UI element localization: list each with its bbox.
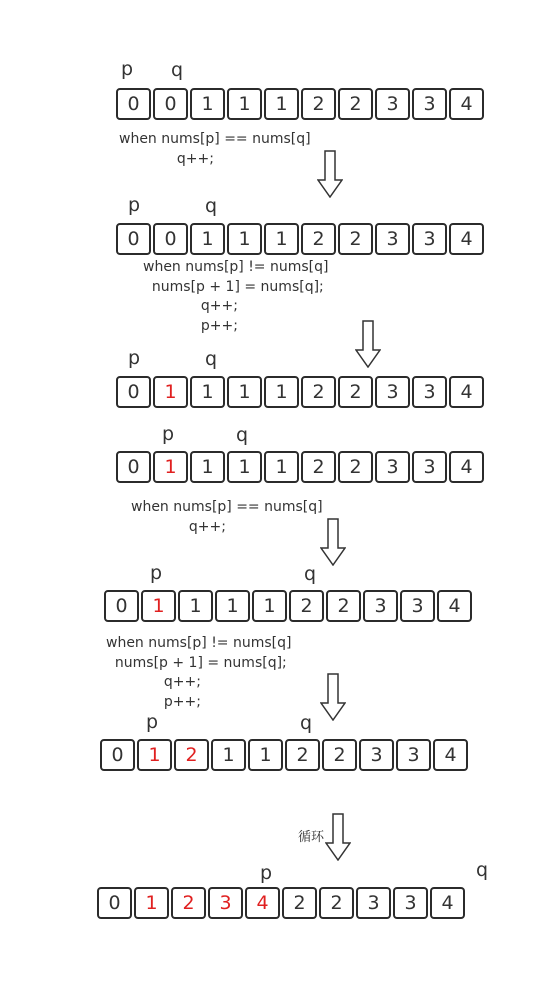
array-cell: 1 bbox=[264, 88, 299, 120]
array-cell: 4 bbox=[449, 376, 484, 408]
array-cell: 2 bbox=[174, 739, 209, 771]
array-cell: 0 bbox=[116, 223, 151, 255]
array-cell: 1 bbox=[211, 739, 246, 771]
array-cell: 1 bbox=[190, 451, 225, 483]
loop-label: 循环 bbox=[298, 830, 325, 845]
pointer-q: q bbox=[300, 712, 313, 734]
array-cell: 1 bbox=[227, 223, 262, 255]
array-cell: 3 bbox=[356, 887, 391, 919]
array-cell: 2 bbox=[338, 88, 373, 120]
array-cell: 4 bbox=[449, 223, 484, 255]
array-cell: 3 bbox=[412, 223, 447, 255]
array-cell: 3 bbox=[363, 590, 398, 622]
array-row bbox=[116, 451, 486, 483]
array-cell: 3 bbox=[375, 88, 410, 120]
array-cell: 2 bbox=[285, 739, 320, 771]
note: when nums[p] == nums[q] q++; bbox=[119, 131, 311, 167]
array-cell: 0 bbox=[97, 887, 132, 919]
note: when nums[p] != nums[q] nums[p + 1] = nums[q]; q++; p++; bbox=[106, 635, 292, 710]
array-cell: 2 bbox=[338, 376, 373, 408]
pointer-p: p bbox=[128, 347, 141, 369]
array-cell: 3 bbox=[208, 887, 243, 919]
array-row bbox=[104, 590, 474, 622]
pointer-p: p bbox=[146, 711, 159, 733]
array-cell: 2 bbox=[301, 451, 336, 483]
array-cell: 1 bbox=[252, 590, 287, 622]
array-cell: 2 bbox=[301, 376, 336, 408]
array-cell: 4 bbox=[430, 887, 465, 919]
pointer-p: p bbox=[150, 562, 163, 584]
array-cell: 3 bbox=[412, 376, 447, 408]
array-cell: 1 bbox=[190, 223, 225, 255]
note: when nums[p] != nums[q] nums[p + 1] = nums[q]; q++; p++; bbox=[143, 259, 329, 334]
array-cell: 0 bbox=[116, 88, 151, 120]
array-cell: 0 bbox=[116, 376, 151, 408]
array-cell: 3 bbox=[359, 739, 394, 771]
array-cell: 3 bbox=[412, 451, 447, 483]
array-cell: 2 bbox=[282, 887, 317, 919]
array-cell: 1 bbox=[190, 88, 225, 120]
array-cell: 0 bbox=[104, 590, 139, 622]
array-cell: 4 bbox=[437, 590, 472, 622]
array-cell: 1 bbox=[215, 590, 250, 622]
note: when nums[p] == nums[q] q++; bbox=[131, 499, 323, 535]
pointer-p: p bbox=[260, 862, 273, 884]
array-cell: 3 bbox=[393, 887, 428, 919]
array-cell: 1 bbox=[134, 887, 169, 919]
array-cell: 1 bbox=[227, 376, 262, 408]
array-cell: 1 bbox=[264, 451, 299, 483]
array-cell: 2 bbox=[338, 223, 373, 255]
array-cell: 4 bbox=[449, 451, 484, 483]
array-cell: 3 bbox=[375, 376, 410, 408]
array-cell: 1 bbox=[178, 590, 213, 622]
array-cell: 2 bbox=[319, 887, 354, 919]
array-cell: 3 bbox=[400, 590, 435, 622]
array-cell: 0 bbox=[100, 739, 135, 771]
array-cell: 3 bbox=[375, 451, 410, 483]
pointer-q: q bbox=[171, 59, 184, 81]
array-row bbox=[97, 887, 467, 919]
array-row bbox=[116, 223, 486, 255]
array-cell: 1 bbox=[153, 376, 188, 408]
array-cell: 1 bbox=[248, 739, 283, 771]
array-cell: 1 bbox=[190, 376, 225, 408]
pointer-p: p bbox=[128, 194, 141, 216]
array-row bbox=[116, 376, 486, 408]
pointer-q: q bbox=[304, 563, 317, 585]
array-cell: 2 bbox=[301, 88, 336, 120]
array-row bbox=[116, 88, 486, 120]
array-cell: 2 bbox=[322, 739, 357, 771]
pointer-q: q bbox=[205, 195, 218, 217]
array-cell: 1 bbox=[137, 739, 172, 771]
array-cell: 0 bbox=[116, 451, 151, 483]
array-cell: 2 bbox=[338, 451, 373, 483]
array-cell: 1 bbox=[264, 223, 299, 255]
array-cell: 4 bbox=[245, 887, 280, 919]
array-row bbox=[100, 739, 470, 771]
pointer-p: p bbox=[162, 423, 175, 445]
down-arrow-icon bbox=[325, 813, 351, 861]
array-cell: 3 bbox=[396, 739, 431, 771]
array-cell: 2 bbox=[289, 590, 324, 622]
array-cell: 0 bbox=[153, 223, 188, 255]
down-arrow-icon bbox=[355, 320, 381, 368]
down-arrow-icon bbox=[317, 150, 343, 198]
array-cell: 4 bbox=[433, 739, 468, 771]
pointer-p: p bbox=[121, 58, 134, 80]
array-cell: 2 bbox=[171, 887, 206, 919]
array-cell: 1 bbox=[227, 451, 262, 483]
down-arrow-icon bbox=[320, 518, 346, 566]
array-cell: 4 bbox=[449, 88, 484, 120]
array-cell: 1 bbox=[227, 88, 262, 120]
array-cell: 3 bbox=[375, 223, 410, 255]
pointer-q: q bbox=[236, 424, 249, 446]
array-cell: 3 bbox=[412, 88, 447, 120]
array-cell: 2 bbox=[326, 590, 361, 622]
array-cell: 0 bbox=[153, 88, 188, 120]
array-cell: 2 bbox=[301, 223, 336, 255]
down-arrow-icon bbox=[320, 673, 346, 721]
pointer-q: q bbox=[205, 348, 218, 370]
pointer-q: q bbox=[476, 859, 489, 881]
array-cell: 1 bbox=[153, 451, 188, 483]
array-cell: 1 bbox=[141, 590, 176, 622]
array-cell: 1 bbox=[264, 376, 299, 408]
